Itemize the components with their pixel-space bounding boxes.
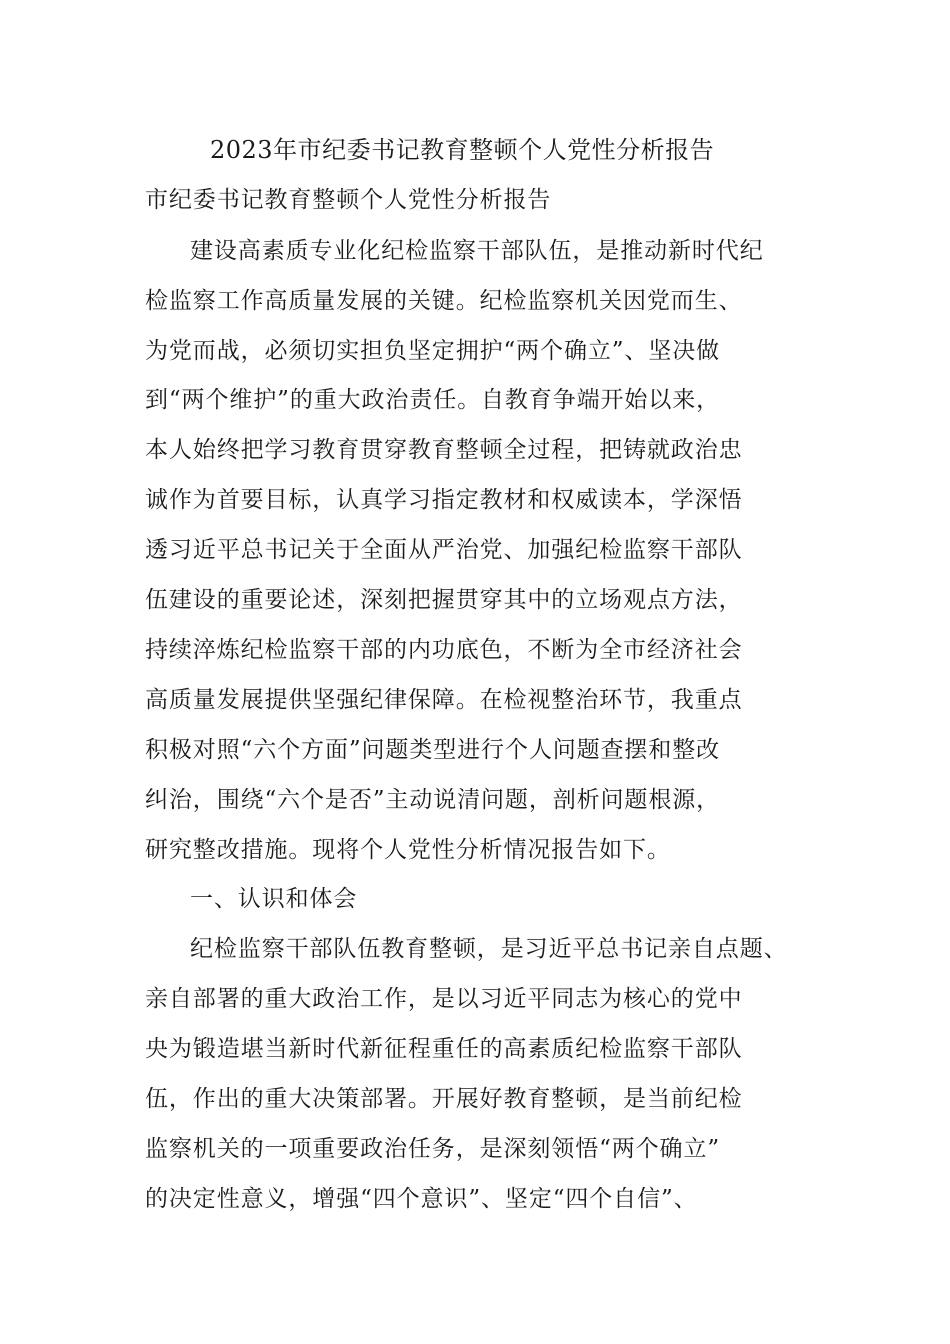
paragraph-line: 检监察工作高质量发展的关键。纪检监察机关因党而生、 [145, 288, 743, 314]
paragraph-line: 积极对照“六个方面”问题类型进行个人问题查摆和整改 [145, 737, 721, 763]
paragraph-line: 建设高素质专业化纪检监察干部队伍，是推动新时代纪 [190, 238, 764, 264]
paragraph-line: 为党而战，必须切实担负坚定拥护“两个确立”、坚决做 [145, 338, 721, 364]
document-subtitle: 市纪委书记教育整顿个人党性分析报告 [145, 187, 552, 213]
paragraph-line: 研究整改措施。现将个人党性分析情况报告如下。 [145, 837, 671, 863]
paragraph-line: 持续淬炼纪检监察干部的内功底色，不断为全市经济社会 [145, 637, 743, 663]
paragraph-line: 央为锻造堪当新时代新征程重任的高素质纪检监察干部队 [145, 1036, 743, 1062]
section-heading: 一、认识和体会 [190, 886, 358, 912]
paragraph-line: 亲自部署的重大政治工作，是以习近平同志为核心的党中 [145, 986, 743, 1012]
paragraph-line: 的决定性意义，增强“四个意识”、坚定“四个自信”、 [145, 1186, 698, 1212]
paragraph-line: 透习近平总书记关于全面从严治党、加强纪检监察干部队 [145, 537, 743, 563]
paragraph-line: 监察机关的一项重要政治任务，是深刻领悟“两个确立” [145, 1136, 721, 1162]
paragraph-line: 伍建设的重要论述，深刻把握贯穿其中的立场观点方法， [145, 587, 743, 613]
paragraph-line: 本人始终把学习教育贯穿教育整顿全过程，把铸就政治忠 [145, 437, 743, 463]
paragraph-line: 高质量发展提供坚强纪律保障。在检视整治环节，我重点 [145, 687, 743, 713]
paragraph-line: 伍，作出的重大决策部署。开展好教育整顿，是当前纪检 [145, 1086, 743, 1112]
paragraph-line: 到“两个维护”的重大政治责任。自教育争端开始以来， [145, 387, 721, 413]
paragraph-line: 纠治，围绕“六个是否”主动说清问题，剖析问题根源， [145, 787, 721, 813]
paragraph-line: 诚作为首要目标，认真学习指定教材和权威读本，学深悟 [145, 487, 743, 513]
document-title: 2023年市纪委书记教育整顿个人党性分析报告 [210, 136, 715, 164]
paragraph-line: 纪检监察干部队伍教育整顿，是习近平总书记亲自点题、 [190, 936, 788, 962]
